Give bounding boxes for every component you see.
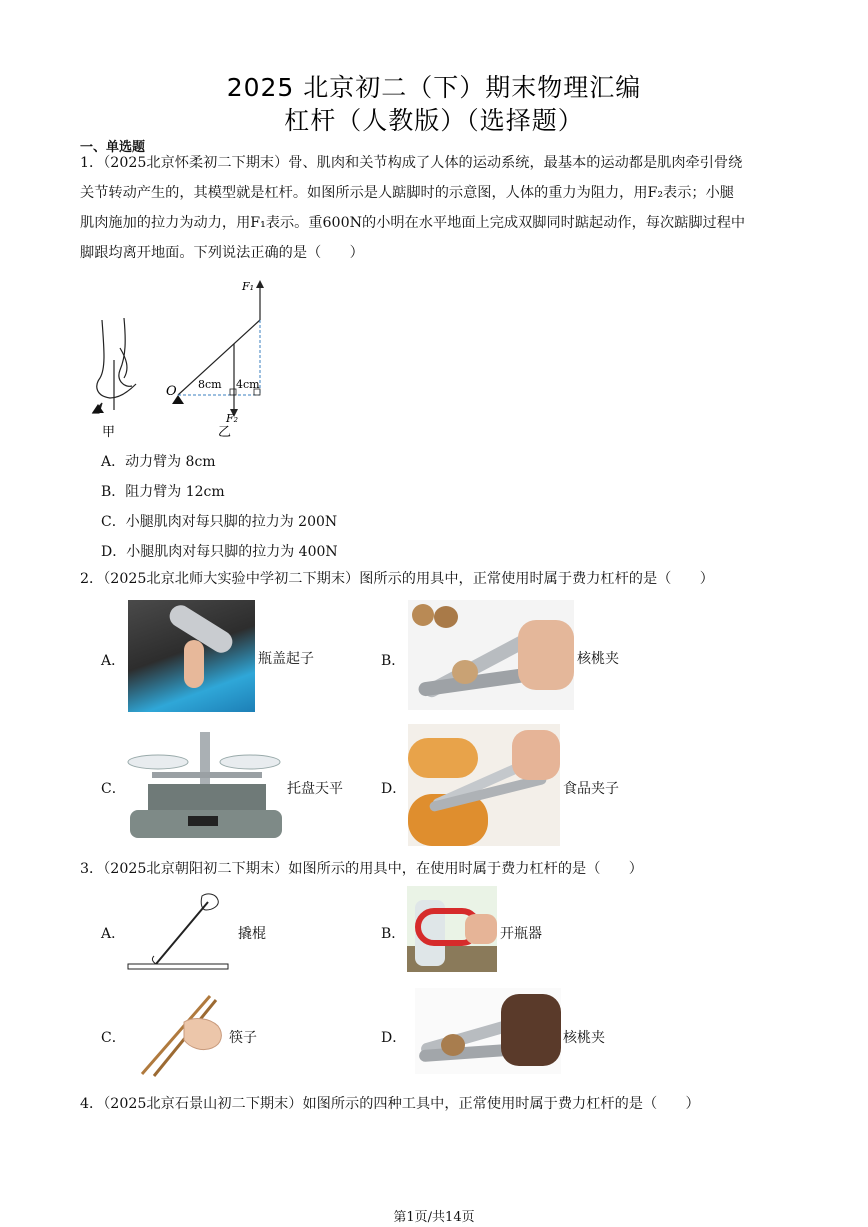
question-1-text: [80, 148, 792, 268]
q2-label-a: 瓶盖起子: [258, 651, 314, 667]
balance-scale-photo: [126, 728, 286, 844]
label-8cm: 8cm: [198, 378, 222, 391]
q2-letter-b: B．: [381, 653, 406, 669]
label-4cm: 4cm: [236, 378, 260, 391]
label-o: O: [166, 384, 177, 399]
label-yi: 乙: [218, 425, 232, 440]
q2-label-d: 食品夹子: [563, 781, 619, 797]
q3-letter-d: D．: [381, 1030, 407, 1046]
crowbar-drawing: [126, 888, 232, 972]
bottle-opener-red-photo: [407, 886, 497, 972]
q1-line: 肌肉施加的拉力为动力，用F₁表示。重600N的小明在水平地面上完成双脚同时踮起动作，每次踮脚过程中: [80, 215, 746, 231]
page-subtitle: 杠杆（人教版）（选择题）: [284, 106, 584, 135]
question-4-text: 4．（2025北京石景山初二下期末）如图所示的四种工具中，正常使用时属于费力杠杆的是（ ）: [80, 1096, 700, 1112]
nutcracker-2-photo: [415, 988, 561, 1074]
q2-label-b: 核桃夹: [577, 651, 619, 667]
question-2-text: 2．（2025北京北师大实验中学初二下期末）图所示的用具中，正常使用时属于费力杠杆的是（ ）: [80, 571, 714, 587]
foot-diagram: [93, 318, 136, 413]
food-tongs-photo: [408, 724, 560, 846]
q1-option-d: D．小腿肌肉对每只脚的拉力为 400N: [101, 544, 338, 560]
q2-letter-d: D．: [381, 781, 407, 797]
section-heading: 一、单选题: [80, 140, 146, 155]
nutcracker-photo: [408, 600, 574, 710]
q1-figure: [80, 278, 280, 440]
chopsticks-drawing: [136, 992, 230, 1078]
q3-letter-b: B．: [381, 926, 406, 942]
label-f1: F₁: [242, 280, 255, 293]
q2-label-c: 托盘天平: [287, 781, 343, 797]
label-f2: F₂: [226, 412, 239, 425]
q3-letter-c: C．: [101, 1030, 126, 1046]
page-title: 2025 北京初二（下）期末物理汇编: [226, 73, 642, 102]
q1-option-c: C．小腿肌肉对每只脚的拉力为 200N: [101, 514, 338, 530]
q1-line: 关节转动产生的，其模型就是杠杆。如图所示是人踮脚时的示意图，人体的重力为阻力，用F₂表示；小腿: [80, 185, 734, 201]
q3-label-a: 撬棍: [238, 926, 266, 942]
page-footer: 第1页/共14页: [393, 1210, 475, 1225]
question-3-text: 3．（2025北京朝阳初二下期末）如图所示的用具中，在使用时属于费力杠杆的是（ ）: [80, 861, 643, 877]
q1-option-a: A．动力臂为 8cm: [101, 454, 216, 470]
q3-label-b: 开瓶器: [500, 926, 542, 942]
q2-letter-c: C．: [101, 781, 126, 797]
q3-letter-a: A．: [101, 926, 126, 942]
q1-line: 1．（2025北京怀柔初二下期末）骨、肌肉和关节构成了人体的运动系统，最基本的运动都是肌肉牵引骨绕: [80, 155, 743, 171]
q3-label-c: 筷子: [229, 1030, 257, 1046]
q3-label-d: 核桃夹: [563, 1030, 605, 1046]
q2-letter-a: A．: [101, 653, 126, 669]
bottle-opener-photo: [128, 600, 255, 712]
label-jia: 甲: [102, 425, 116, 440]
q1-line: 脚跟均离开地面。下列说法正确的是（ ）: [80, 245, 364, 261]
fulcrum-jia: [92, 404, 104, 413]
q1-option-b: B．阻力臂为 12cm: [101, 484, 225, 500]
